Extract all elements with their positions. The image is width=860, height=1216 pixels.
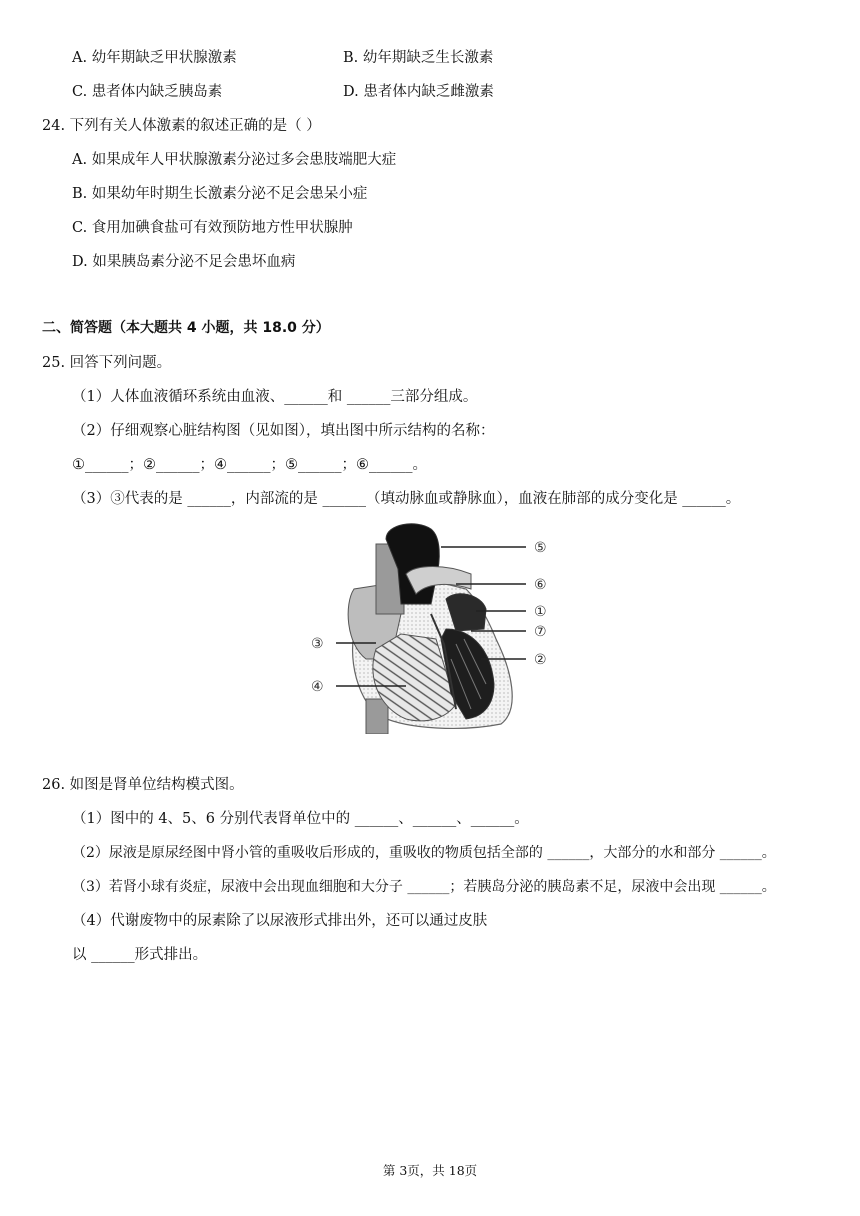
heart-label-6: ⑥ (534, 577, 547, 593)
q26-part-3: （3）若肾小球有炎症，尿液中会出现血细胞和大分子 ______；若胰岛分泌的胰岛素不足，尿液中会出现 ______。 (72, 879, 776, 895)
q23-option-b: B. 幼年期缺乏生长激素 (343, 50, 494, 66)
q25-part-1: （1）人体血液循环系统由血液、______和 ______三部分组成。 (72, 389, 478, 405)
heart-label-3: ③ (311, 636, 324, 652)
q24-stem: 24. 下列有关人体激素的叙述正确的是（ ） (42, 118, 321, 134)
q24-option-c: C. 食用加碘食盐可有效预防地方性甲状腺肿 (72, 220, 353, 236)
q24-option-b: B. 如果幼年时期生长激素分泌不足会患呆小症 (72, 186, 368, 202)
q23-option-a: A. 幼年期缺乏甲状腺激素 (72, 50, 237, 66)
vena-cava-inferior (366, 699, 388, 734)
page-footer: 第 3页，共 18页 (382, 1163, 478, 1178)
heart-label-4: ④ (311, 679, 324, 695)
q25-part-2-blanks: ①______；②______；④______；⑤______；⑥______。 (72, 457, 427, 473)
q24-option-d: D. 如果胰岛素分泌不足会患坏血病 (72, 254, 296, 270)
heart-label-7: ⑦ (534, 624, 547, 640)
q26-part-1: （1）图中的 4、5、6 分别代表肾单位中的 ______、______、______。 (72, 811, 529, 827)
q24-option-a: A. 如果成年人甲状腺激素分泌过多会患肢端肥大症 (72, 152, 397, 168)
q25-part-2: （2）仔细观察心脏结构图（见如图），填出图中所示结构的名称： (72, 423, 495, 439)
q25-part-3: （3）③代表的是 ______，内部流的是 ______（填动脉血或静脉血），血液在肺部的成分变化是 ______。 (72, 491, 741, 507)
section-heading: 二、简答题（本大题共 4 小题，共 18.0 分） (42, 320, 330, 336)
q23-option-c: C. 患者体内缺乏胰岛素 (72, 84, 223, 100)
q26-part-5: 以 ______形式排出。 (72, 947, 208, 963)
heart-label-2: ② (534, 652, 547, 668)
q26-part-2: （2）尿液是原尿经图中肾小管的重吸收后形成的，重吸收的物质包括全部的 ______，大部分的水和部分 ______。 (72, 845, 776, 861)
q26-stem: 26. 如图是肾单位结构模式图。 (42, 777, 244, 793)
q23-option-d: D. 患者体内缺乏雌激素 (343, 84, 494, 100)
q25-stem: 25. 回答下列问题。 (42, 355, 172, 371)
q26-part-4: （4）代谢废物中的尿素除了以尿液形式排出外，还可以通过皮肤 (72, 913, 488, 929)
heart-diagram (306, 519, 556, 734)
heart-label-5: ⑤ (534, 540, 547, 556)
heart-label-1: ① (534, 604, 547, 620)
